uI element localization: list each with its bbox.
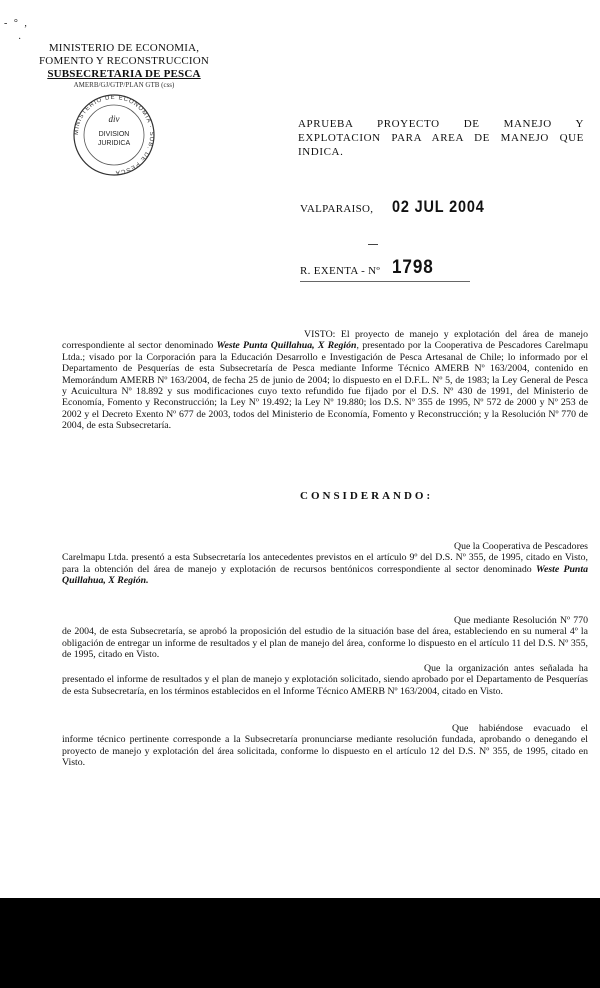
seal-line-2: JURIDICA bbox=[97, 140, 131, 147]
paragraph-1-emph: Weste Punta Quillahua, X Región. bbox=[62, 563, 588, 587]
considerando-paragraph-4: Que habiéndose evacuado el informe técnico pertinente corresponde a la Subsecretaría pronunciarse mediante resolución fundada, aprobando o denegando el proyecto de manejo y explotación del área solicitada, conforme lo dispuesto en el artículo 12 del D.S. Nº 355, de 1995, citado en Visto. bbox=[62, 723, 588, 769]
visto-heading: VISTO: bbox=[304, 329, 336, 340]
subsecretaria-line: SUBSECRETARIA DE PESCA bbox=[47, 68, 201, 80]
visto-paragraph bbox=[62, 329, 588, 432]
ministry-line-2: FOMENTO Y RECONSTRUCCION bbox=[38, 55, 210, 67]
visto-sector: Weste Punta Quillahua, X Región bbox=[216, 340, 357, 352]
seal-initial: div bbox=[108, 114, 120, 124]
scan-artifact: · bbox=[18, 34, 22, 45]
division-juridica-seal bbox=[58, 92, 170, 178]
considerando-paragraph-1 bbox=[62, 541, 588, 587]
date-stamp: 02 JUL 2004 bbox=[392, 197, 485, 216]
paragraph-1-text: Que la Cooperativa de Pescadores Carelmapu Ltda. presentó a esta Subsecretaría los antecedentes previstos en el artículo 9º del D.S. Nº 355, de 1995, citado en Visto, para la obtención del área de manejo y explotación de recursos bentónicos correspondiente al sector denominado bbox=[62, 541, 588, 575]
place-label: VALPARAISO, bbox=[300, 203, 374, 215]
handwritten-mark bbox=[368, 244, 378, 245]
visto-rest: , presentado por la Cooperativa de Pescadores Carelmapu Ltda.; visado por la Corporación para la Educación Desarrollo e Investigación de Pesca Artesanal de Chile; lo informado por el Departamento de Pesquerías de esta Subsecretaría de Pesca mediante Informe Técnico AMERB Nº 163/2004, contenido en Memorándum AMERB Nº 163/2004, de fecha 25 de junio de 2004; lo dispuesto en el D.F.L. Nº 5, de 1983; la Ley General de Pesca y Acuicultura Nº 18.892 y sus modificaciones cuyo texto refundido fue fijado por el D.S. Nº 430 de 1991, del Ministerio de Economía, Fomento y Reconstrucción; la Ley Nº 19.492; la Ley Nº 19.880; los D.S. Nº 355 de 1995, Nº 572 de 2000 y Nº 253 de 2002 y el Decreto Exento Nº 677 de 2003, todos del Ministerio de Economía, Fomento y Reconstrucción; y la Resolución Nº 770 de 2004, de esta Subsecretaría. bbox=[62, 340, 589, 432]
resolution-number: 1798 bbox=[392, 257, 434, 278]
letterhead bbox=[24, 42, 224, 90]
considerando-paragraph-3: Que la organización antes señalada ha presentado el informe de resultados y el plan de manejo y explotación solicitado, siendo aprobado por el Departamento de Pesquerías de esta Subsecretaría, en los términos establecidos en el Informe Técnico AMERB Nº 163/2004, citado en Visto. bbox=[62, 663, 588, 697]
ministry-line-1: MINISTERIO DE ECONOMIA, bbox=[48, 42, 200, 54]
resolution-underline bbox=[300, 281, 470, 282]
considerando-heading: CONSIDERANDO: bbox=[300, 490, 434, 502]
seal-line-1: DIVISION bbox=[98, 131, 130, 138]
resolution-label: R. EXENTA - Nº bbox=[300, 265, 381, 277]
visto-text: El proyecto de manejo y explotación del área de manejo correspondiente al sector denominado bbox=[62, 329, 588, 352]
reference-code: AMERB/GJ/GTP/PLAN GTB (css) bbox=[73, 81, 175, 89]
subject-line: APRUEBA PROYECTO DE MANEJO Y EXPLOTACION PARA AREA DE MANEJO QUE INDICA. bbox=[298, 118, 584, 158]
scan-artifact: - ° , bbox=[4, 18, 29, 29]
seal-ring-text: MINISTERIO DE ECONOMIA · SUB. DE PESCA bbox=[73, 94, 155, 176]
considerando-paragraph-2: Que mediante Resolución Nº 770 de 2004, de esta Subsecretaría, se aprobó la proposición del estudio de la situación base del área, estableciendo en su numeral 4º la obligación de entregar un informe de resultados y el plan de manejo del área, conforme lo dispuesto en el artículo 11 del D.S. Nº 355, de 1995, citado en Visto. bbox=[62, 615, 588, 661]
